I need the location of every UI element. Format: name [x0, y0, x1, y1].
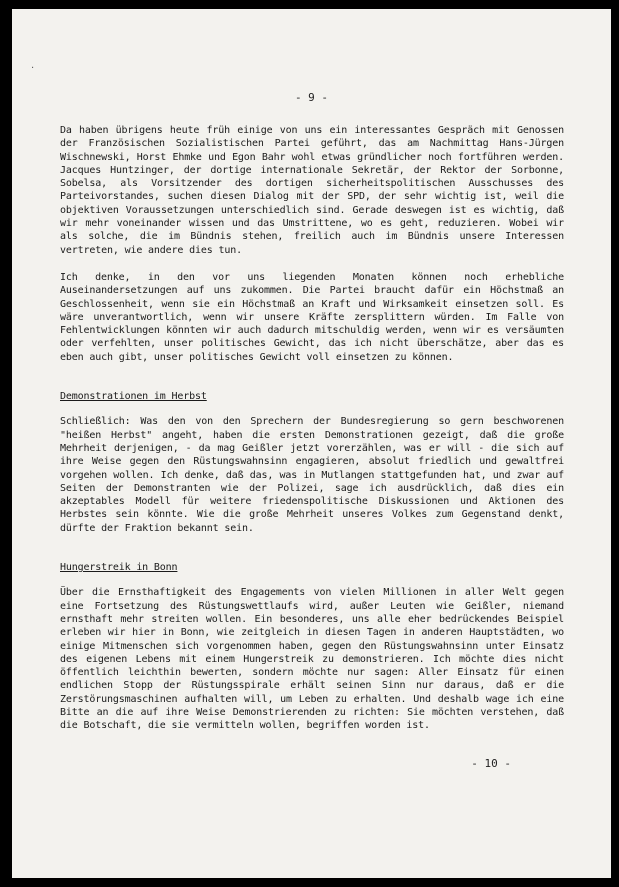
- next-page-marker: - 10 -: [471, 757, 511, 770]
- paragraph-hunger-strike: Über die Ernsthaftigkeit des Engagements von vielen Millionen in aller Welt gegen eine Fortsetzung des Rüstungswettlaufs wird, außer Leuten wie Geißler, niemand ernsthaft mehr streiten wollen. Ein besonderes, uns alle eher bedrückendes Beispiel erleben wir hier in Bonn, wie zeitgleich in diesen Tagen in anderen Hauptstädten, wo einige Mitmenschen sich vorgenommen haben, gegen den Rüstungswahnsinn unter Einsatz des eigenen Lebens mit einem Hungerstreik zu demonstrieren. Ich möchte dies nicht öffentlich leichthin bewerten, sondern möchte nur sagen: Aller Einsatz für einen endlichen Stopp der Rüstungsspirale erhält seinen Sinn nur daraus, daß er die Zerstörungsmaschinen aufhalten will, um Leben zu erhalten. Und deshalb wage ich eine Bitte an die auf ihre Weise Demonstrierenden zu richten: Sie möchten verstehen, daß die Botschaft, die sie vermitteln wollen, begriffen worden ist.: [60, 587, 564, 732]
- paragraph-intro-2: Ich denke, in den vor uns liegenden Monaten können noch erhebliche Auseinandersetzungen auf uns zukommen. Die Partei braucht dafür ein Höchstmaß an Geschlossenheit, wenn sie ein Höchstmaß an Kraft und Wirksamkeit einsetzen soll. Es wäre unverantwortlich, wenn wir unsere Kräfte zersplittern würden. Im Falle von Fehlentwicklungen könnten wir auch dadurch mitschuldig werden, wenn wir es versäumten oder verfehlten, unser politisches Gewicht, das ich nicht überschätze, aber das es eben auch gibt, unser politisches Gewicht voll einsetzen zu können.: [60, 271, 564, 363]
- document-page: [12, 9, 611, 878]
- section-heading-demonstrations: Demonstrationen im Herbst: [60, 391, 207, 403]
- paragraph-demonstrations: Schließlich: Was den von den Sprechern der Bundesregierung so gern beschworenen "heißen Herbst" angeht, haben die ersten Demonstrationen gezeigt, daß die große Mehrheit derjenigen, - da mag Geißler jetzt vorerzählen, was er will - die sich auf ihre Weise gegen den Rüstungswahnsinn engagieren, absolut friedlich und gewaltfrei vorgehen wollen. Ich denke, daß das, was in Mutlangen stattgefunden hat, und zwar auf Seiten der Demonstranten wie der Polizei, sage ich ausdrücklich, daß dies ein akzeptables Modell für weitere friedenspolitische Diskussionen und Aktionen des Herbstes sein könnte. Wie die große Mehrheit unseres Volkes zum Gegenstand denkt, dürfte der Fraktion bekannt sein.: [60, 416, 564, 534]
- document-body: [60, 124, 564, 747]
- scan-artifact: ·: [31, 63, 35, 74]
- page-number: - 9 -: [294, 91, 329, 104]
- paragraph-intro-1: Da haben übrigens heute früh einige von uns ein interessantes Gespräch mit Genossen der Französischen Sozialistischen Partei geführt, das am Nachmittag Hans-Jürgen Wischnewski, Horst Ehmke und Egon Bahr wohl etwas gründlicher noch fortführen werden. Jacques Huntzinger, der dortige internationale Sekretär, der Rektor der Sorbonne, Sobelsa, als Vorsitzender des dortigen sicherheitspolitischen Ausschusses des Parteivorstandes, suchen diesen Dialog mit der SPD, der sehr wichtig ist, weil die objektiven Voraussetzungen unterschiedlich sind. Gerade deswegen ist es wichtig, daß wir mehr voneinander wissen und das Umstrittene, wo es geht, reduzieren. Wobei wir als solche, die im Bündnis stehen, freilich auch im Bündnis unsere Interessen vertreten, wie andere dies tun.: [60, 125, 564, 256]
- section-heading-hunger-strike: Hungerstreik in Bonn: [60, 562, 178, 574]
